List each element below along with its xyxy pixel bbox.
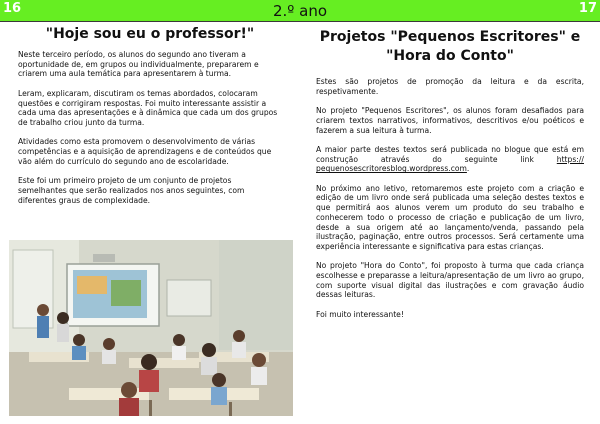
paragraph-end: .: [466, 164, 470, 174]
right-article-title: Projetos "Pequenos Escritores" e "Hora do Conto": [319, 29, 581, 64]
right-paragraph: [316, 145, 584, 174]
left-column: [18, 26, 282, 215]
paragraph-text: A maior parte destes textos será publicada no blogue que está em construção através do seguinte link: [316, 144, 584, 164]
right-paragraph: Foi muito interessante!: [316, 309, 404, 319]
classroom-photo-illustration: [9, 240, 293, 416]
left-paragraph: Neste terceiro período, os alunos do segundo ano tiveram a oportunidade de, em grupos ou individualmente, prepararem e criarem uma aula temática para apresentarem à turma.: [18, 50, 259, 79]
page-number-right: 17: [578, 1, 597, 16]
page-header-bar: [0, 0, 600, 22]
page-number-left: 16: [3, 1, 22, 16]
left-paragraph: Este foi um primeiro projeto de um conjunto de projetos semelhantes que serão realizados nos anos seguintes, com diferentes graus de complexidade.: [18, 176, 245, 205]
classroom-photo: [9, 240, 293, 416]
right-paragraph: No projeto "Pequenos Escritores", os alunos foram desafiados para criarem textos narrativos, informativos, descritivos e/ou poéticos e fazerem a sua leitura à turma.: [316, 106, 584, 135]
section-title: 2.º ano: [272, 2, 328, 20]
right-column: [316, 26, 584, 329]
left-article-title: "Hoje sou eu o professor!": [45, 26, 255, 42]
left-paragraph: Atividades como esta promovem o desenvolvimento de várias competências e a aquisição de aprendizagens e de conteúdos que vão além do currículo do segundo ano de escolaridade.: [18, 137, 272, 166]
right-paragraph: No projeto "Hora do Conto", foi proposto à turma que cada criança escolhesse e preparasse a leitura/apresentação de um livro ao grupo, com suporte visual digital das ilustrações e com gravação áudio dessas leituras.: [316, 261, 584, 300]
right-paragraph: No próximo ano letivo, retomaremos este projeto com a criação e edição de um livro onde será publicada uma seleção destes textos e que permitirá aos alunos verem um produto do seu trabalho e conhecerem todo o processo de criação e publicação de um livro, desde a sua origem até ao lançamento/venda, passando pela ilustração, paginação, entre outros processos. Será certamente uma experiência interessante e significativa para estas crianças.: [316, 183, 584, 251]
left-paragraph: Leram, explicaram, discutiram os temas abordados, colocaram questões e corrigiram respostas. Foi muito interessante assistir a cada uma das apresentações e à dinâmica que cada um dos grupos de trabalho criou junto da turma.: [18, 88, 278, 127]
blog-link[interactable]: https:// pequenosescritoresblog.wordpress.com: [316, 154, 584, 174]
right-paragraph: Estes são projetos de promoção da leitura e da escrita, respetivamente.: [316, 77, 584, 96]
